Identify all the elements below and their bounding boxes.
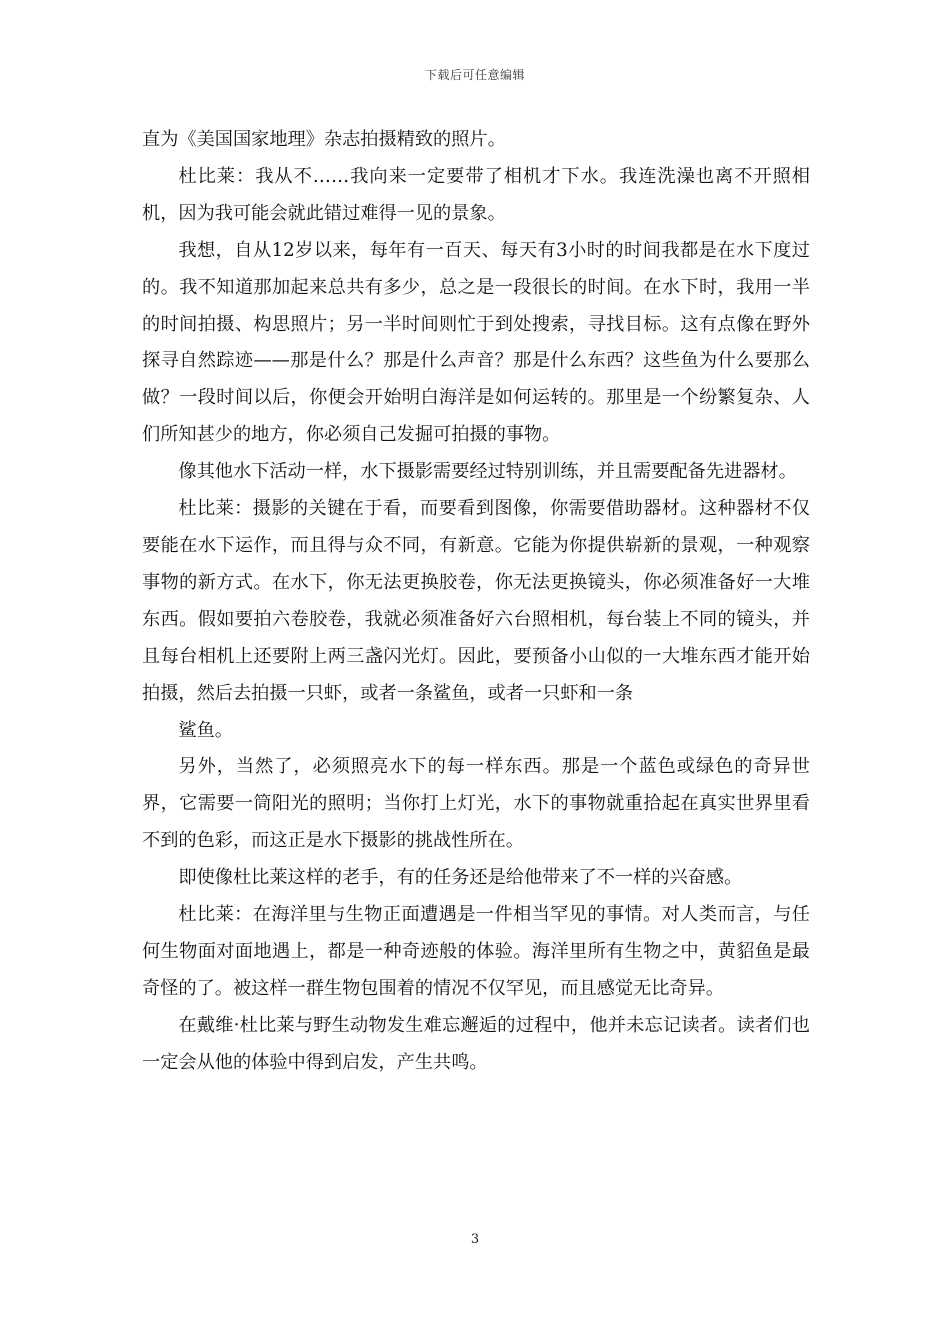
- page-number: 3: [470, 1232, 480, 1247]
- paragraph: 鲨鱼。: [178, 719, 233, 741]
- paragraph: 像其他水下活动一样，水下摄影需要经过特别训练，并且需要配备先进器材。: [178, 461, 797, 483]
- paragraph: 杜比莱：我从不……我向来一定要带了相机才下水。我连洗澡也离不开照相机，因为我可能会就此错过难得一见的景象。: [142, 165, 810, 224]
- paragraph: 在戴维·杜比莱与野生动物发生难忘邂逅的过程中，他并未忘记读者。读者们也一定会从他的体验中得到启发，产生共鸣。: [142, 1014, 810, 1073]
- paragraph: 即使像杜比莱这样的老手，有的任务还是给他带来了不一样的兴奋感。: [178, 867, 743, 889]
- page-header: 下载后可任意编辑: [424, 68, 525, 82]
- document-body: [142, 122, 810, 1082]
- paragraph: 我想，自从12岁以来，每年有一百天、每天有3小时的时间我都是在水下度过的。我不知道那加起来总共有多少，总之是一段很长的时间。在水下时，我用一半的时间拍摄、构思照片；另一半时间则忙于到处搜索，寻找目标。这有点像在野外探寻自然踪迹——那是什么？那是什么声音？那是什么东西？这些鱼为什么要那么做？一段时间以后，你便会开始明白海洋是如何运转的。那里是一个纷繁复杂、人们所知甚少的地方，你必须自己发掘可拍摄的事物。: [142, 239, 810, 446]
- paragraph: 杜比莱：摄影的关键在于看，而要看到图像，你需要借助器材。这种器材不仅要能在水下运作，而且得与众不同，有新意。它能为你提供崭新的景观，一种观察事物的新方式。在水下，你无法更换胶卷，你无法更换镜头，你必须准备好一大堆东西。假如要拍六卷胶卷，我就必须准备好六台照相机，每台装上不同的镜头，并且每台相机上还要附上两三盏闪光灯。因此，要预备小山似的一大堆东西才能开始拍摄，然后去拍摄一只虾，或者一条鲨鱼，或者一只虾和一条: [142, 498, 810, 704]
- paragraph: 另外，当然了，必须照亮水下的每一样东西。那是一个蓝色或绿色的奇异世界，它需要一筒阳光的照明；当你打上灯光，水下的事物就重拾起在真实世界里看不到的色彩，而这正是水下摄影的挑战性所在。: [142, 756, 810, 852]
- paragraph: 杜比莱：在海洋里与生物正面遭遇是一件相当罕见的事情。对人类而言，与任何生物面对面地遇上，都是一种奇迹般的体验。海洋里所有生物之中，黄貂鱼是最奇怪的了。被这样一群生物包围着的情况不仅罕见，而且感觉无比奇异。: [142, 904, 810, 999]
- paragraph-continuation: 直为《美国国家地理》杂志拍摄精致的照片。: [142, 129, 506, 150]
